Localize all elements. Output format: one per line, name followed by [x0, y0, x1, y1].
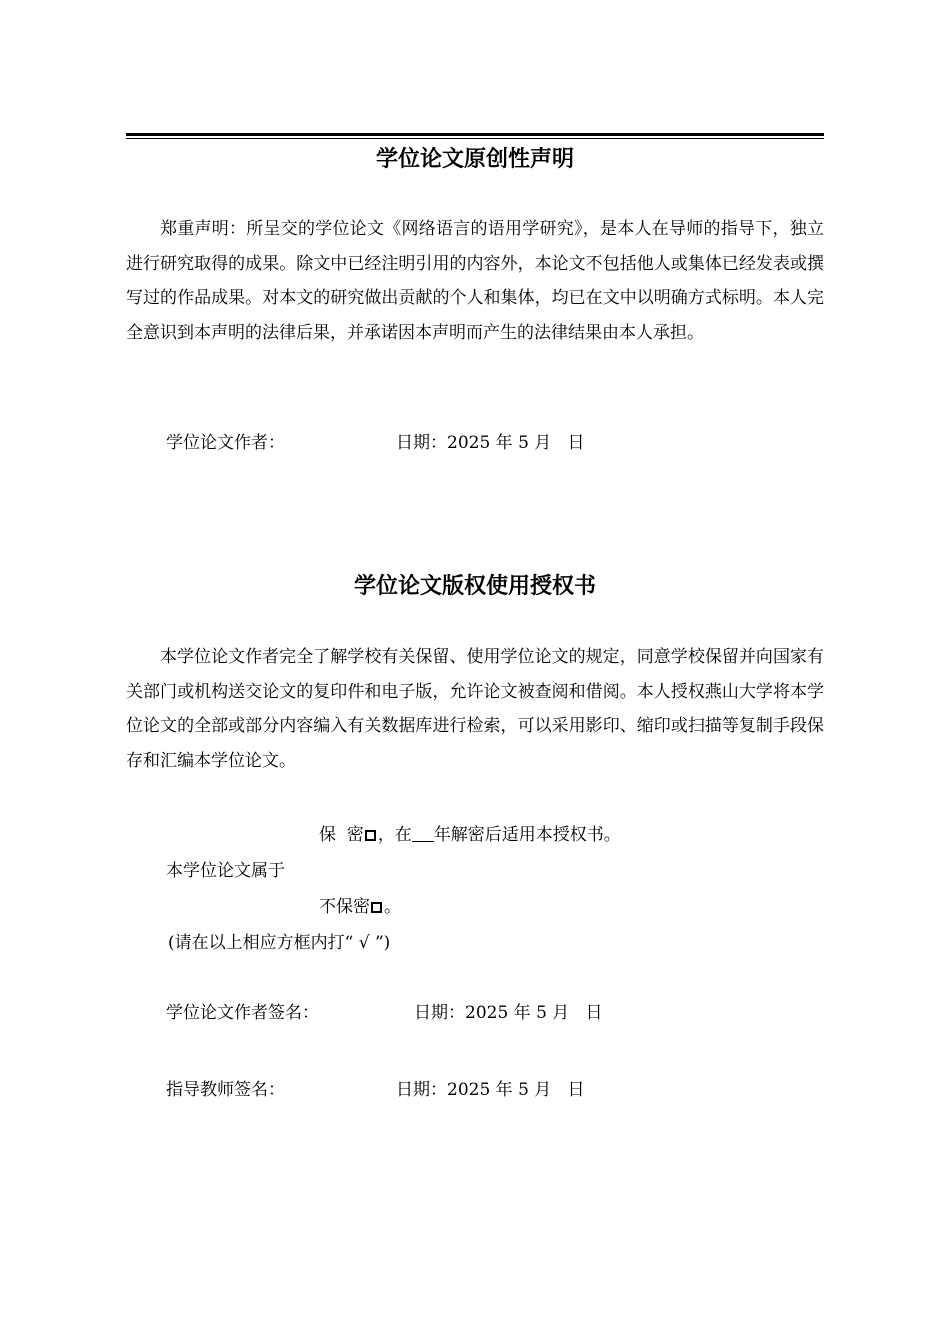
confidential-label: 保 密	[319, 825, 364, 845]
belongs-label: 本学位论文属于	[166, 861, 285, 881]
author-date-value: 2025 年 5 月 日	[465, 1003, 603, 1023]
check-instruction: (请在以上相应方框内打“ √ ”)	[168, 933, 391, 953]
originality-date	[396, 430, 585, 456]
advisor-date-value: 2025 年 5 月 日	[447, 1080, 585, 1100]
advisor-sign-label: 指导教师签名：	[166, 1080, 285, 1100]
originality-body: 郑重声明：所呈交的学位论文《网络语言的语用学研究》，是本人在导师的指导下，独立进行研究取得的成果。除文中已经注明引用的内容外，本论文不包括他人或集体已经发表或撰写过的作品成果。对本文的研究做出贡献的个人和集体，均已在文中以明确方式标明。本人完全意识到本声明的法律后果，并承诺因本声明而产生的法律结果由本人承担。	[126, 219, 824, 343]
non-confidential-label: 不保密	[319, 897, 370, 917]
confidential-line	[319, 822, 621, 848]
authorization-title: 学位论文版权使用授权书	[353, 574, 596, 599]
confidential-checkbox[interactable]	[365, 830, 376, 841]
originality-date-value: 2025 年 5 月 日	[447, 433, 585, 453]
header-rule-thin	[126, 138, 824, 139]
non-confidential-checkbox[interactable]	[371, 902, 382, 913]
originality-author-label: 学位论文作者：	[166, 433, 285, 453]
confidential-mid: ，在	[377, 825, 412, 845]
non-confidential-suffix: 。	[384, 897, 401, 917]
header-rule-thick	[126, 133, 824, 136]
advisor-date-label: 日期：	[396, 1080, 447, 1100]
originality-title: 学位论文原创性声明	[375, 147, 574, 172]
confidential-suffix: 年解密后适用本授权书。	[433, 825, 621, 845]
decrypt-years-blank[interactable]	[412, 825, 434, 842]
non-confidential-line	[319, 894, 401, 920]
authorization-body: 本学位论文作者完全了解学校有关保留、使用学位论文的规定，同意学校保留并向国家有关部门或机构送交论文的复印件和电子版，允许论文被查阅和借阅。本人授权燕山大学将本学位论文的全部或部分内容编入有关数据库进行检索，可以采用影印、缩印或扫描等复制手段保存和汇编本学位论文。	[126, 647, 824, 771]
originality-date-label: 日期：	[396, 433, 447, 453]
author-sign-label: 学位论文作者签名：	[166, 1003, 319, 1023]
advisor-sign-date	[396, 1077, 585, 1103]
author-date-label: 日期：	[414, 1003, 465, 1023]
author-sign-date	[414, 1000, 603, 1026]
